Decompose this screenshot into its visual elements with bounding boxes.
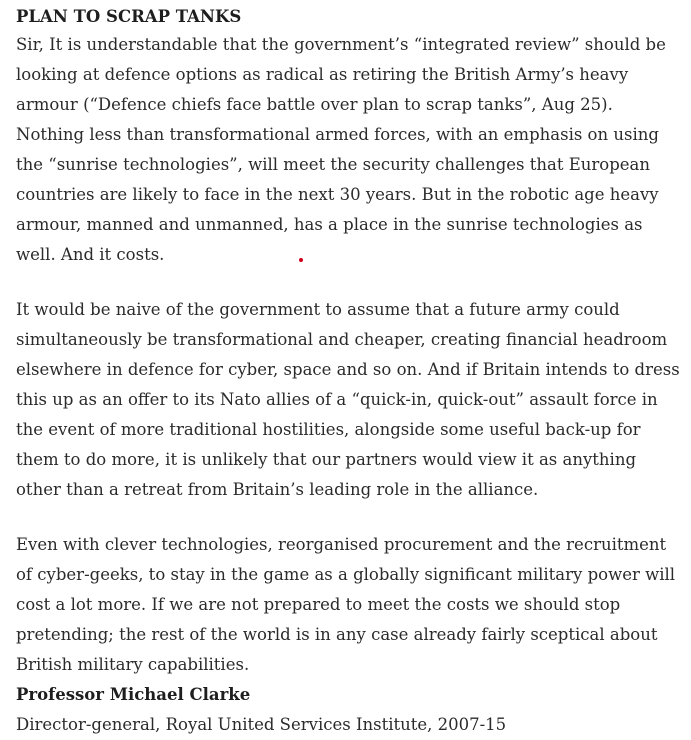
author-name: Professor Michael Clarke: [16, 685, 251, 704]
author-role: Director-general, Royal United Services Institute, 2007-15: [16, 715, 507, 734]
red-dot-marker: [299, 258, 303, 262]
letter-paragraph-3: Even with clever technologies, reorganised procurement and the recruitment of cyber-geeks, to stay in the game as a globally significant military power will cost a lot more. If we are not prepared to meet the costs we should stop pretending; the rest of the world is in any case already fairly sceptical about British military capabilities.: [16, 535, 676, 674]
letter-heading: PLAN TO SCRAP TANKS: [16, 7, 242, 26]
letter-article: [16, 5, 686, 740]
letter-paragraph-2: It would be naive of the government to assume that a future army could simultaneously be transformational and cheaper, creating financial headroom elsewhere in defence for cyber, space and so on. And if Britain intends to dress this up as an offer to its Nato allies of a “quick-in, quick-out” assault force in the event of more traditional hostilities, alongside some useful back-up for them to do more, it is unlikely that our partners would view it as anything other than a retreat from Britain’s leading role in the alliance.: [16, 300, 680, 499]
letter-paragraph-1: Sir, It is understandable that the government’s “integrated review” should be looking at defence options as radical as retiring the British Army’s heavy armour (“Defence chiefs face battle over plan to scrap tanks”, Aug 25). Nothing less than transformational armed forces, with an emphasis on using the “sunrise technologies”, will meet the security challenges that European countries are likely to face in the next 30 years. But in the robotic age heavy armour, manned and unmanned, has a place in the sunrise technologies as well. And it costs.: [16, 35, 666, 264]
